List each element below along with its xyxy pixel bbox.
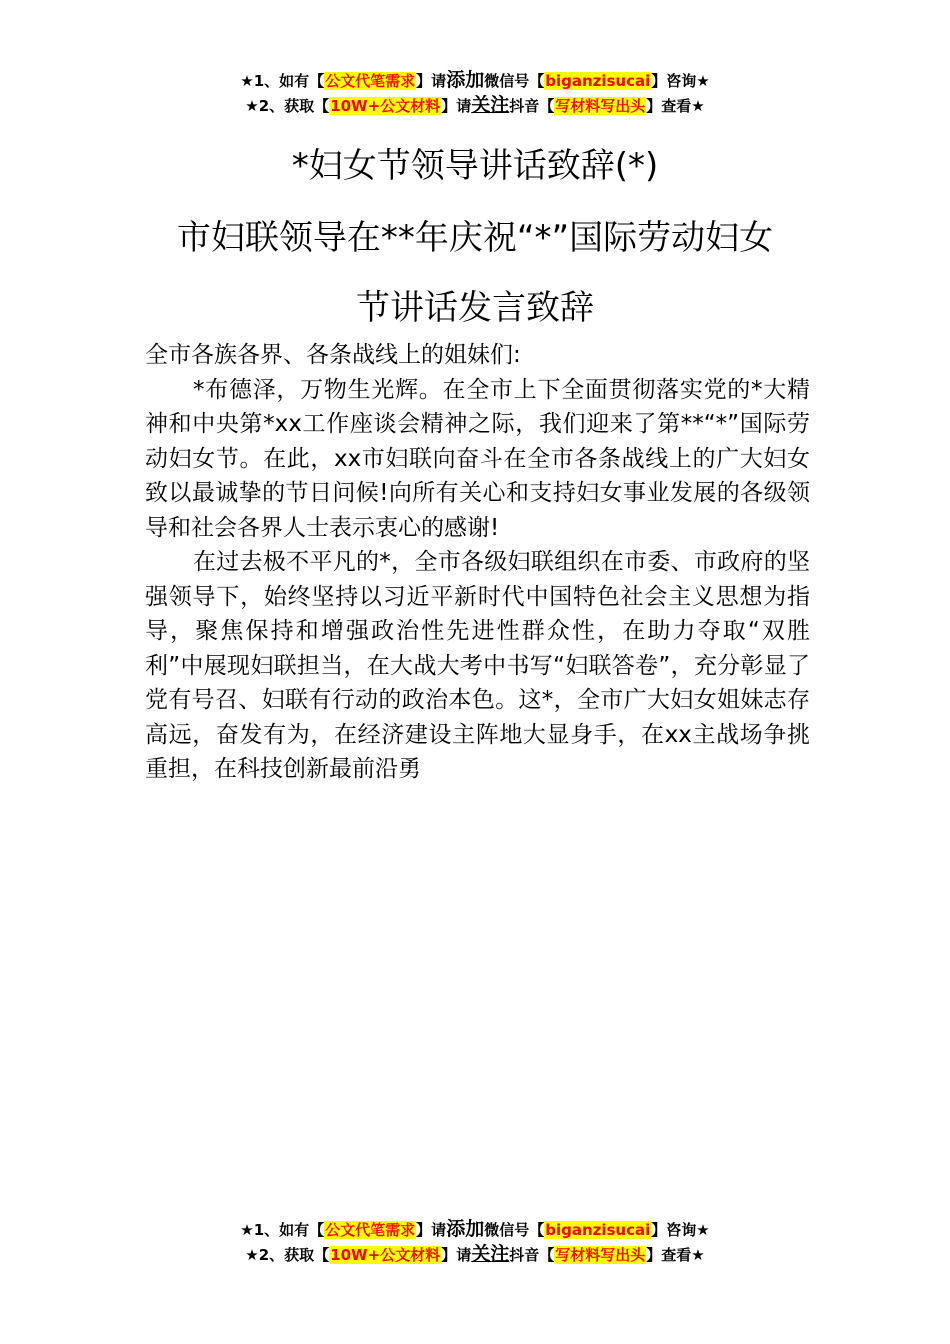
banner-text: 抖音【 — [509, 97, 555, 115]
emphasis-follow: 关注 — [471, 1243, 510, 1265]
bottom-banner — [0, 1217, 950, 1267]
highlight-service: 公文代笔需求 — [325, 72, 416, 90]
banner-text: 】请 — [416, 1221, 447, 1239]
banner-text: 抖音【 — [509, 1246, 555, 1264]
emphasis-add: 添加 — [446, 69, 485, 91]
banner-text: 微信号【 — [484, 1221, 545, 1239]
banner-line-2 — [0, 93, 950, 118]
document-body — [145, 338, 810, 787]
highlight-wechat-id: biganzisucai — [545, 72, 651, 90]
banner-text: ★2、获取【 — [245, 1246, 330, 1264]
emphasis-add: 添加 — [446, 1218, 485, 1240]
banner-text: 】请 — [416, 72, 447, 90]
title-line-1: *妇女节领导讲话致辞(*) — [291, 146, 659, 186]
title-line-3: 节讲话发言致辞 — [356, 288, 594, 328]
banner-text: ★1、如有【 — [240, 72, 325, 90]
banner-text: 】咨询★ — [651, 72, 710, 90]
banner-line-1 — [0, 1217, 950, 1242]
highlight-wechat-id: biganzisucai — [545, 1221, 651, 1239]
highlight-materials: 10W+公文材料 — [330, 1246, 441, 1264]
banner-text: 】查看★ — [646, 1246, 705, 1264]
document-title — [0, 132, 950, 342]
title-line-2: 市妇联领导在**年庆祝“*”国际劳动妇女 — [176, 218, 774, 258]
banner-text: 】咨询★ — [651, 1221, 710, 1239]
highlight-douyin: 写材料写出头 — [555, 1246, 646, 1264]
banner-text: 微信号【 — [484, 72, 545, 90]
paragraph-2: 在过去极不平凡的*，全市各级妇联组织在市委、市政府的坚强领导下，始终坚持以习近平新时代中国特色社会主义思想为指导，聚焦保持和增强政治性先进性群众性，在助力夺取“双胜利”中展现妇联担当，在大战大考中书写“妇联答卷”，充分彰显了党有号召、妇联有行动的政治本色。这*，全市广大妇女姐妹志存高远，奋发有为，在经济建设主阵地大显身手，在xx主战场争挑重担，在科技创新最前沿勇 — [145, 549, 810, 782]
highlight-douyin: 写材料写出头 — [555, 97, 646, 115]
banner-text: ★2、获取【 — [245, 97, 330, 115]
banner-text: 】查看★ — [646, 97, 705, 115]
banner-text: 】请 — [441, 97, 472, 115]
top-banner — [0, 68, 950, 118]
banner-line-1 — [0, 68, 950, 93]
banner-line-2 — [0, 1242, 950, 1267]
highlight-materials: 10W+公文材料 — [330, 97, 441, 115]
banner-text: 】请 — [441, 1246, 472, 1264]
highlight-service: 公文代笔需求 — [325, 1221, 416, 1239]
salutation: 全市各族各界、各条战线上的姐妹们: — [145, 342, 521, 368]
banner-text: ★1、如有【 — [240, 1221, 325, 1239]
emphasis-follow: 关注 — [471, 94, 510, 116]
paragraph-1: *布德泽，万物生光辉。在全市上下全面贯彻落实党的*大精神和中央第*xx工作座谈会精神之际，我们迎来了第**“*”国际劳动妇女节。在此，xx市妇联向奋斗在全市各条战线上的广大妇女致以最诚挚的节日问候!向所有关心和支持妇女事业发展的各级领导和社会各界人士表示衷心的感谢! — [145, 376, 810, 541]
